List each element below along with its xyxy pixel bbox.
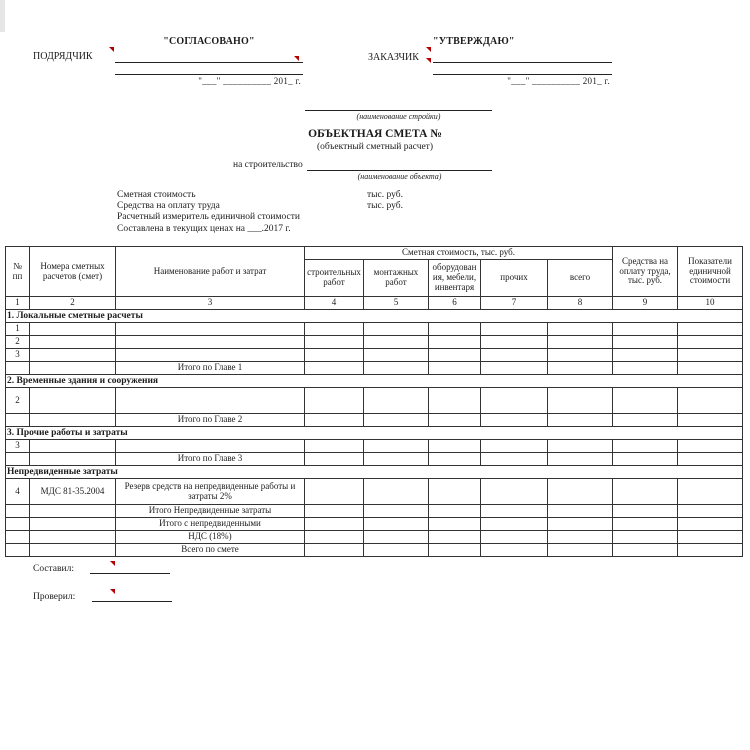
unit-cost [678,362,743,375]
cost-construction [305,479,364,505]
estimate-row [6,440,743,453]
estimate-row [6,518,743,531]
work-name [116,336,305,349]
column-number: 4 [305,297,364,310]
section-label: 1. Локальные сметные расчеты [6,310,743,323]
row-num: 2 [6,336,30,349]
info-label: Сметная стоимость [117,190,196,200]
cost-construction [305,518,364,531]
unit-cost [678,531,743,544]
comment-marker-icon [426,58,431,63]
cost-other [481,336,548,349]
cost-construction [305,453,364,466]
header-cost-construction: строительных работ [305,260,364,297]
cost-equipment [429,479,481,505]
cost-other [481,479,548,505]
row-num [6,531,30,544]
work-name: Всего по смете [116,544,305,557]
row-num [6,414,30,427]
info-value: тыс. руб. [367,190,403,200]
smeta-number [30,544,116,557]
unit-cost [678,544,743,557]
estimate-row [6,453,743,466]
cost-construction [305,440,364,453]
cost-installation [364,544,429,557]
labor-funds [613,362,678,375]
column-number: 5 [364,297,429,310]
smeta-number [30,440,116,453]
smeta-number: МДС 81-35.2004 [30,479,116,505]
cost-construction [305,362,364,375]
header-labor-funds: Средства на оплату труда, тыс. руб. [613,247,678,297]
row-num [6,505,30,518]
smeta-number [30,518,116,531]
column-number: 9 [613,297,678,310]
document-title: ОБЪЕКТНАЯ СМЕТА № [308,128,442,140]
unit-cost [678,479,743,505]
work-name: Итого с непредвиденными [116,518,305,531]
unit-cost [678,518,743,531]
section-row [6,427,743,440]
row-num [6,544,30,557]
smeta-number [30,505,116,518]
customer-signature-line-1 [433,62,612,63]
cost-construction [305,505,364,518]
cost-total [548,349,613,362]
cost-other [481,531,548,544]
labor-funds [613,336,678,349]
header-cost-equipment: оборудования, мебели, инвентаря [429,260,481,297]
contractor-signature-line-1 [115,62,303,63]
cost-installation [364,362,429,375]
row-num: 3 [6,440,30,453]
cost-other [481,440,548,453]
info-line [117,201,537,212]
cost-installation [364,505,429,518]
cost-other [481,505,548,518]
labor-funds [613,518,678,531]
unit-cost [678,349,743,362]
composed-by-line [90,573,170,574]
cost-total [548,505,613,518]
header-smeta-numbers: Номера сметных расчетов (смет) [30,247,116,297]
cost-construction [305,414,364,427]
header-cost-other: прочих [481,260,548,297]
cost-other [481,323,548,336]
section-row [6,375,743,388]
smeta-number [30,388,116,414]
cost-equipment [429,414,481,427]
labor-funds [613,453,678,466]
cost-installation [364,453,429,466]
header-unit-cost: Показатели единичной стоимости [678,247,743,297]
row-num: 2 [6,388,30,414]
comment-marker-icon [426,47,431,52]
customer-label: ЗАКАЗЧИК [368,52,419,63]
cost-total [548,544,613,557]
header-cost-total: всего [548,260,613,297]
cost-other [481,349,548,362]
contractor-signature-line-2 [115,74,303,75]
comment-marker-icon [110,561,115,566]
cost-construction [305,388,364,414]
cost-installation [364,440,429,453]
column-number: 7 [481,297,548,310]
section-label: Непредвиденные затраты [6,466,743,479]
cost-total [548,388,613,414]
work-name: Итого по Главе 1 [116,362,305,375]
row-num: 3 [6,349,30,362]
info-line [117,190,537,201]
cost-installation [364,323,429,336]
cost-equipment [429,440,481,453]
construction-name-caption: (наименование стройки) [356,112,441,121]
estimate-row [6,505,743,518]
section-row [6,310,743,323]
labor-funds [613,505,678,518]
header-row-groups [6,247,743,260]
info-label: Расчетный измеритель единичной стоимости [117,212,300,223]
cost-total [548,531,613,544]
document-subtitle: (объектный сметный расчет) [316,142,434,152]
cost-construction [305,531,364,544]
cost-construction [305,323,364,336]
checked-by-line [92,601,172,602]
labor-funds [613,388,678,414]
section-label: 3. Прочие работы и затраты [6,427,743,440]
comment-marker-icon [294,56,299,61]
smeta-number [30,349,116,362]
unit-cost [678,336,743,349]
cost-other [481,544,548,557]
work-name: Итого Непредвиденные затраты [116,505,305,518]
column-number: 8 [548,297,613,310]
cost-total [548,479,613,505]
customer-date-line: "___" __________ 201_ г. [507,76,610,86]
cost-equipment [429,323,481,336]
info-line [117,212,537,223]
labor-funds [613,479,678,505]
cost-equipment [429,453,481,466]
column-number: 10 [678,297,743,310]
cost-installation [364,518,429,531]
smeta-number [30,362,116,375]
cost-equipment [429,388,481,414]
cost-equipment [429,349,481,362]
smeta-number [30,531,116,544]
labor-funds [613,323,678,336]
cost-equipment [429,544,481,557]
info-label: Составлена в текущих ценах на ___.2017 г. [117,223,291,234]
cost-installation [364,479,429,505]
labor-funds [613,349,678,362]
smeta-number [30,323,116,336]
work-name [116,349,305,362]
header-num: № пп [6,247,30,297]
work-name [116,440,305,453]
column-number: 3 [116,297,305,310]
header-column-numbers [6,297,743,310]
unit-cost [678,453,743,466]
work-name [116,323,305,336]
cost-total [548,518,613,531]
customer-signature-line-2 [433,74,612,75]
cost-construction [305,544,364,557]
object-name-caption: (наименование объекта) [357,172,442,181]
unit-cost [678,440,743,453]
row-num [6,518,30,531]
row-num: 1 [6,323,30,336]
info-label: Средства на оплату труда [117,201,220,212]
contractor-label: ПОДРЯДЧИК [33,51,93,62]
estimate-table [5,246,743,557]
object-name-line [307,170,492,171]
smeta-number [30,336,116,349]
cost-equipment [429,336,481,349]
scan-artifact [0,0,5,32]
row-num [6,453,30,466]
cost-other [481,453,548,466]
cost-total [548,362,613,375]
unit-cost [678,388,743,414]
cost-other [481,414,548,427]
labor-funds [613,414,678,427]
column-number: 2 [30,297,116,310]
cost-other [481,388,548,414]
composed-by-label: Составил: [33,564,74,574]
row-num: 4 [6,479,30,505]
cost-other [481,362,548,375]
cost-installation [364,336,429,349]
section-row [6,466,743,479]
row-num [6,362,30,375]
estimate-row [6,544,743,557]
estimate-row [6,479,743,505]
cost-total [548,440,613,453]
contractor-date-line: "___" __________ 201_ г. [198,76,301,86]
unit-cost [678,323,743,336]
work-name: Итого по Главе 3 [116,453,305,466]
estimate-row [6,414,743,427]
cost-total [548,453,613,466]
cost-construction [305,336,364,349]
cost-installation [364,414,429,427]
header-cost-installation: монтажных работ [364,260,429,297]
smeta-number [30,453,116,466]
cost-equipment [429,505,481,518]
cost-other [481,518,548,531]
agreed-title: "СОГЛАСОВАНО" [163,36,255,47]
labor-funds [613,531,678,544]
section-label: 2. Временные здания и сооружения [6,375,743,388]
construction-label: на строительство [233,160,303,170]
info-value: тыс. руб. [367,201,403,212]
cost-total [548,336,613,349]
header-work-name: Наименование работ и затрат [116,247,305,297]
approved-title: "УТВЕРЖДАЮ" [433,36,515,47]
cost-equipment [429,531,481,544]
work-name [116,388,305,414]
cost-equipment [429,518,481,531]
column-number: 1 [6,297,30,310]
smeta-number [30,414,116,427]
column-number: 6 [429,297,481,310]
header-cost-group: Сметная стоимость, тыс. руб. [305,247,613,260]
estimate-row [6,349,743,362]
unit-cost [678,505,743,518]
cost-total [548,414,613,427]
comment-marker-icon [110,589,115,594]
estimate-row [6,388,743,414]
cost-equipment [429,362,481,375]
estimate-row [6,362,743,375]
estimate-row [6,323,743,336]
cost-installation [364,388,429,414]
unit-cost [678,414,743,427]
labor-funds [613,440,678,453]
cost-installation [364,531,429,544]
info-line [117,224,537,235]
cost-total [548,323,613,336]
work-name: НДС (18%) [116,531,305,544]
cost-installation [364,349,429,362]
estimate-row [6,336,743,349]
labor-funds [613,544,678,557]
construction-name-line [305,110,492,111]
checked-by-label: Проверил: [33,592,76,602]
cost-construction [305,349,364,362]
estimate-info-block [117,190,537,235]
work-name: Итого по Главе 2 [116,414,305,427]
comment-marker-icon [109,47,114,52]
estimate-row [6,531,743,544]
work-name: Резерв средств на непредвиденные работы и затраты 2% [116,479,305,505]
